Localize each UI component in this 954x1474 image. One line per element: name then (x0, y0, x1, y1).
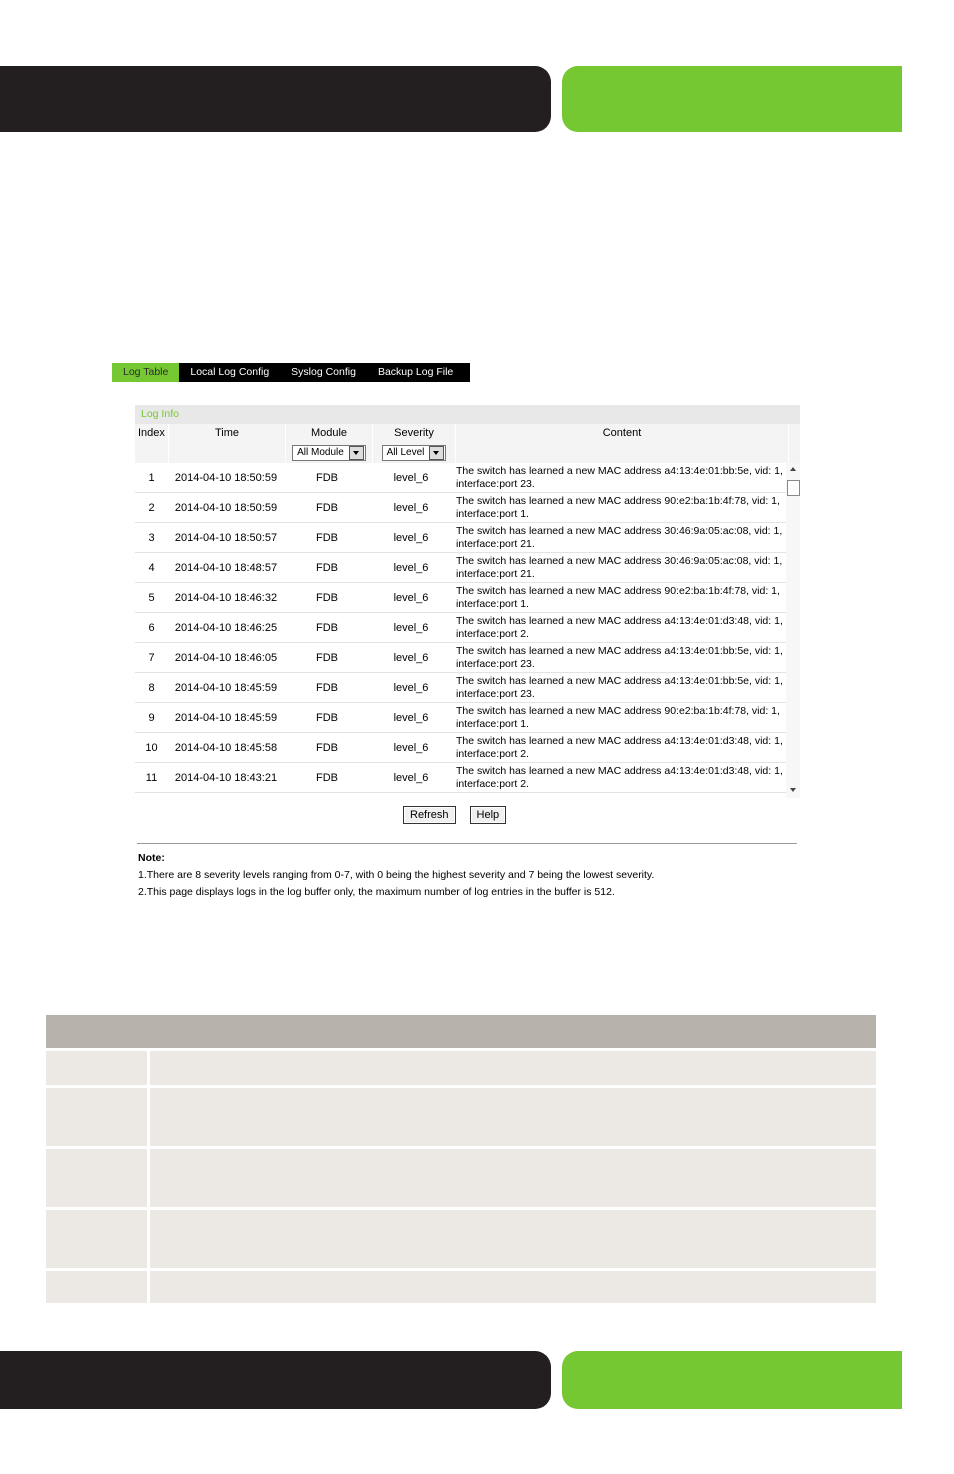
tab-syslog-config[interactable]: Syslog Config (291, 366, 356, 378)
cell-module: FDB (316, 741, 338, 754)
filter-cell-severity (373, 443, 456, 463)
table-cell (46, 1051, 150, 1085)
table-cell (150, 1210, 876, 1268)
cell-time: 2014-04-10 18:48:57 (174, 561, 278, 574)
cell-module: FDB (316, 771, 338, 784)
module-select-value: All Module (297, 447, 344, 458)
col-severity: Severity (373, 424, 456, 443)
footer-dark-bar (0, 1351, 551, 1409)
cell-time: 2014-04-10 18:50:59 (174, 501, 278, 514)
table-header (135, 424, 800, 443)
cell-time: 2014-04-10 18:46:32 (174, 591, 278, 604)
cell-module: FDB (316, 591, 338, 604)
cell-content: The switch has learned a new MAC address a4:13:4e:01:bb:5e, vid: 1, interface:port 23. (456, 464, 783, 490)
table-row (135, 523, 800, 553)
table-cell (46, 1149, 150, 1207)
cell-index: 7 (148, 651, 155, 664)
cell-index: 6 (148, 621, 155, 634)
cell-index: 5 (148, 591, 155, 604)
cell-content: The switch has learned a new MAC address 90:e2:ba:1b:4f:78, vid: 1, interface:port 1. (456, 704, 780, 730)
table-row (46, 1210, 876, 1268)
note-section (138, 850, 654, 901)
cell-severity: level_6 (393, 621, 429, 634)
cell-content: The switch has learned a new MAC address 90:e2:ba:1b:4f:78, vid: 1, interface:port 1. (456, 584, 780, 610)
table-cell (150, 1271, 876, 1303)
header-green-bar (562, 66, 902, 132)
cell-content: The switch has learned a new MAC address a4:13:4e:01:d3:48, vid: 1, interface:port 2. (456, 734, 783, 760)
col-time: Time (169, 424, 286, 443)
table-cell (46, 1271, 150, 1303)
table-cell (150, 1149, 876, 1207)
cell-time: 2014-04-10 18:45:58 (174, 741, 278, 754)
scroll-thumb[interactable] (787, 480, 800, 496)
col-index: Index (135, 424, 169, 443)
cell-severity: level_6 (393, 531, 429, 544)
table-row (135, 703, 800, 733)
scrollbar[interactable] (786, 463, 800, 798)
cell-content: The switch has learned a new MAC address 90:e2:ba:1b:4f:78, vid: 1, interface:port 1. (456, 494, 780, 520)
table-cell (46, 1088, 150, 1146)
cell-time: 2014-04-10 18:43:21 (174, 771, 278, 784)
table-row (46, 1149, 876, 1207)
chevron-down-icon[interactable] (429, 446, 444, 460)
cell-index: 4 (148, 561, 155, 574)
tab-local-log-config[interactable]: Local Log Config (190, 366, 270, 378)
table-row (135, 793, 800, 798)
filter-cell-empty (169, 443, 286, 463)
tab-backup-log-file[interactable]: Backup Log File (377, 366, 454, 378)
tab-bar (112, 363, 470, 382)
note-line: 2.This page displays logs in the log buffer only, the maximum number of log entries in the buffer is 512. (138, 886, 615, 898)
col-content: Content (456, 424, 789, 443)
panel-title: Log Info (135, 405, 800, 424)
filter-cell-module (286, 443, 373, 463)
table-row (135, 613, 800, 643)
cell-content: The switch has learned a new MAC address a4:13:4e:01:d3:48, vid: 1, interface:port 2. (456, 764, 783, 790)
table-row (135, 493, 800, 523)
table-row (135, 733, 800, 763)
header-dark-bar (0, 66, 551, 132)
log-info-panel (135, 405, 800, 798)
cell-module: FDB (316, 471, 338, 484)
cell-severity: level_6 (393, 651, 429, 664)
cell-module: FDB (316, 501, 338, 514)
table-cell (150, 1051, 876, 1085)
cell-module: FDB (316, 651, 338, 664)
log-table-body[interactable] (135, 463, 800, 798)
cell-index: 3 (148, 531, 155, 544)
cell-severity: level_6 (393, 471, 429, 484)
severity-select[interactable] (382, 445, 447, 461)
table-row (135, 553, 800, 583)
scroll-down-icon[interactable] (790, 788, 796, 792)
note-line: 1.There are 8 severity levels ranging from 0-7, with 0 being the highest severity and 7 being the lowest severity. (138, 869, 655, 881)
table-row (135, 583, 800, 613)
cell-module: FDB (316, 621, 338, 634)
cell-severity: level_6 (393, 741, 429, 754)
filter-cell-empty (456, 443, 789, 463)
cell-severity: level_6 (393, 681, 429, 694)
cell-index: 2 (148, 501, 155, 514)
module-select[interactable] (292, 445, 366, 461)
cell-time: 2014-04-10 18:46:25 (174, 621, 278, 634)
table-row (135, 463, 800, 493)
cell-severity: level_6 (393, 771, 429, 784)
scroll-up-icon[interactable] (790, 467, 796, 471)
cell-content: The switch has learned a new MAC address a4:13:4e:01:bb:5e, vid: 1, interface:port 23. (456, 644, 783, 670)
parameter-table-header (46, 1015, 876, 1048)
note-title: Note: (138, 852, 165, 864)
tab-log-table[interactable]: Log Table (112, 363, 179, 382)
cell-index: 10 (145, 741, 158, 754)
button-group (403, 806, 506, 824)
col-module: Module (286, 424, 373, 443)
table-row (135, 763, 800, 793)
filter-cell-empty (135, 443, 169, 463)
table-row (46, 1271, 876, 1303)
cell-index: 9 (148, 711, 155, 724)
cell-time: 2014-04-10 18:46:05 (174, 651, 278, 664)
severity-select-value: All Level (386, 447, 425, 458)
cell-time: 2014-04-10 18:45:59 (174, 711, 278, 724)
cell-index: 11 (145, 771, 158, 784)
cell-severity: level_6 (393, 591, 429, 604)
cell-time: 2014-04-10 18:50:57 (174, 531, 278, 544)
help-button[interactable]: Help (470, 806, 507, 824)
table-row (46, 1051, 876, 1085)
cell-content: The switch has learned a new MAC address a4:13:4e:01:bb:5e, vid: 1, interface:port 23. (456, 674, 783, 700)
cell-content: The switch has learned a new MAC address a4:13:4e:01:d3:48, vid: 1, interface:port 2. (456, 614, 783, 640)
filter-row (135, 443, 800, 463)
chevron-down-icon[interactable] (349, 446, 364, 460)
cell-time: 2014-04-10 18:45:59 (174, 681, 278, 694)
divider (137, 843, 797, 844)
cell-module: FDB (316, 561, 338, 574)
table-row (135, 643, 800, 673)
footer-green-bar (562, 1351, 902, 1409)
cell-content: The switch has learned a new MAC address 30:46:9a:05:ac:08, vid: 1, interface:port 21. (456, 554, 783, 580)
table-row (135, 673, 800, 703)
cell-time: 2014-04-10 18:50:59 (174, 471, 278, 484)
cell-severity: level_6 (393, 501, 429, 514)
cell-index: 8 (148, 681, 155, 694)
cell-severity: level_6 (393, 561, 429, 574)
cell-module: FDB (316, 681, 338, 694)
refresh-button[interactable]: Refresh (403, 806, 456, 824)
table-row (46, 1088, 876, 1146)
cell-index: 1 (148, 471, 155, 484)
cell-severity: level_6 (393, 711, 429, 724)
table-cell (46, 1210, 150, 1268)
cell-module: FDB (316, 531, 338, 544)
cell-content: The switch has learned a new MAC address 30:46:9a:05:ac:08, vid: 1, interface:port 21. (456, 524, 783, 550)
cell-module: FDB (316, 711, 338, 724)
table-cell (150, 1088, 876, 1146)
parameter-table (46, 1015, 876, 1303)
